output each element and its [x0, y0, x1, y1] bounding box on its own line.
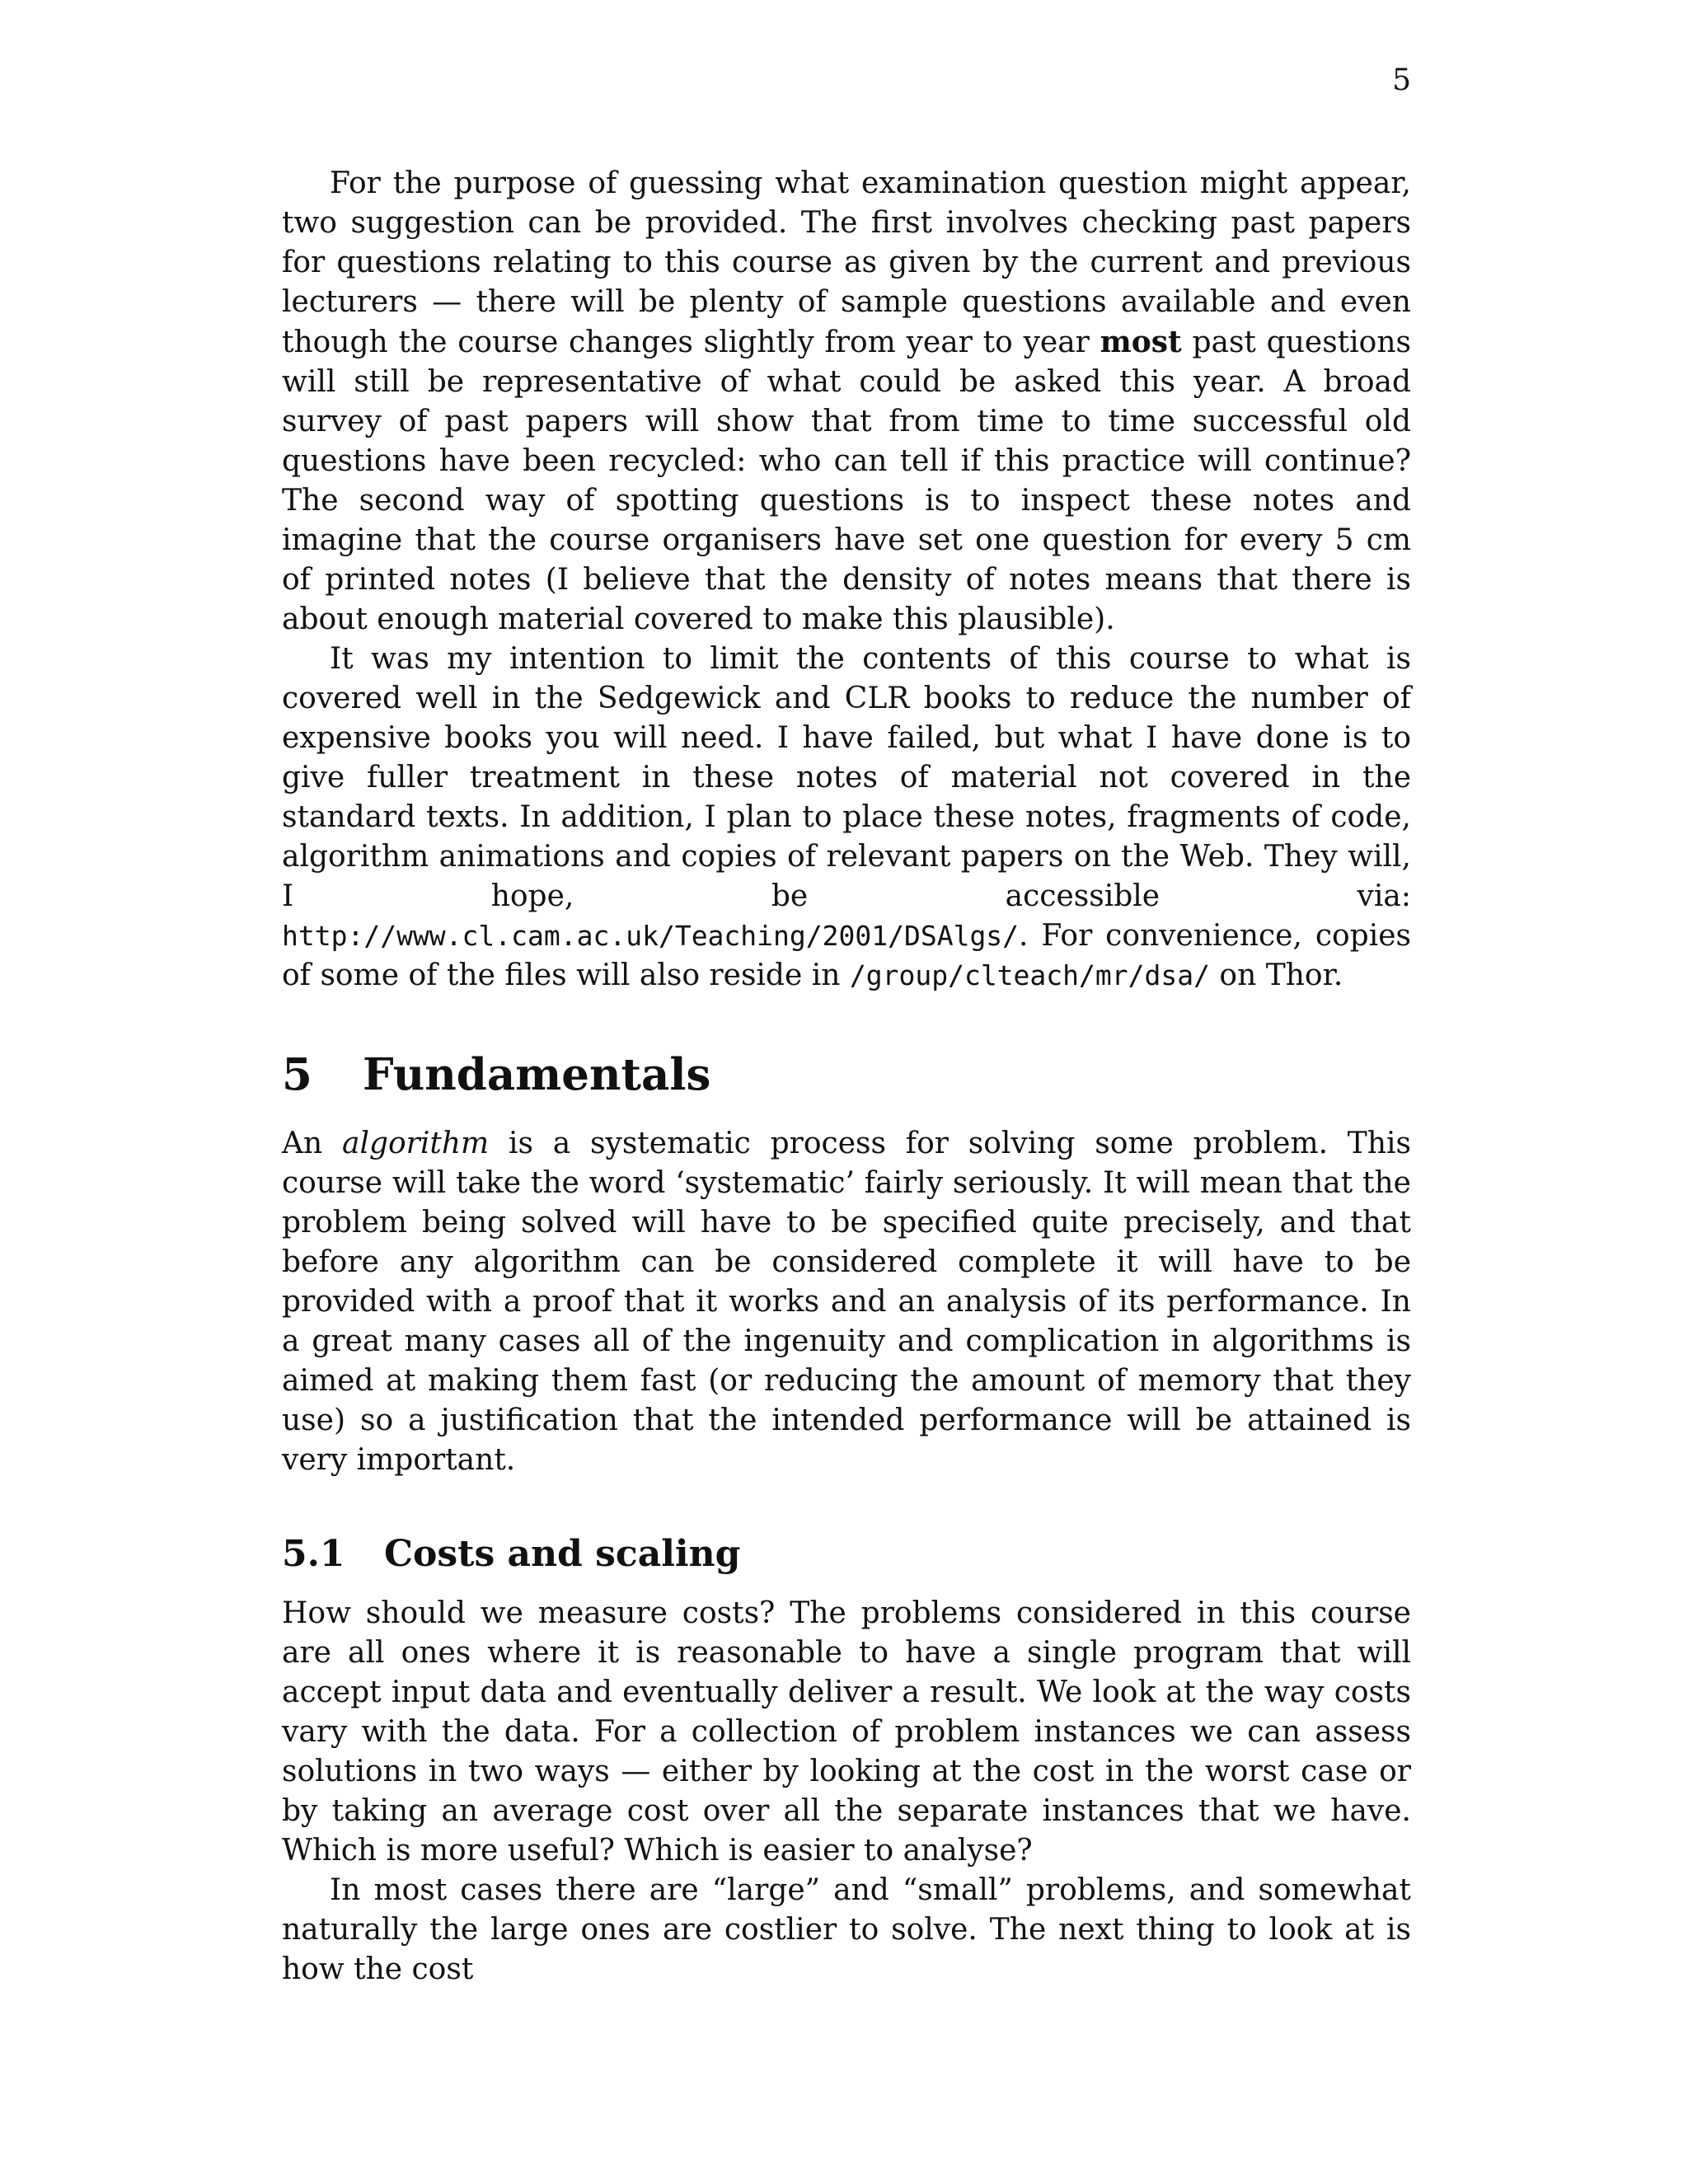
paragraph-text: For the purpose of guessing what examination question might appear, two suggestion can be provided. The first involves checking past papers for questions relating to this course as given by the current and previous lecturers — there will be plenty of sample questions available and even though the course changes slightly from year to year	[282, 166, 1411, 359]
file-path: /group/clteach/mr/dsa/	[849, 959, 1210, 991]
paragraph-text: It was my intention to limit the contents of this course to what is covered well in the Sedgewick and CLR books to reduce the number of expensive books you will need. I have failed, but what I have done is to give fuller treatment in these notes of material not covered in the standard texts. In addition, I plan to place these notes, fragments of code, algorithm animations and copies of relevant papers on the Web. They will, I hope, be accessible via:	[282, 642, 1411, 913]
section-number: 5	[282, 1049, 312, 1100]
paragraph-text: on Thor.	[1209, 958, 1343, 992]
exam-guessing-paragraph	[282, 164, 1411, 640]
subsection-number: 5.1	[282, 1533, 345, 1575]
problem-size-paragraph: In most cases there are “large” and “small” problems, and somewhat naturally the large ones are costlier to solve. The next thing to look at is how the cost	[282, 1873, 1411, 1986]
paragraph-text: past questions will still be representative of what could be asked this year. A broad survey of past papers will show that from time to time successful old questions have been recycled: who can tell if this practice will continue? The second way of spotting questions is to inspect these notes and imagine that the course organisers have set one question for every 5 cm of printed notes (I believe that the density of notes means that there is about enough material covered to make this plausible).	[282, 326, 1411, 636]
paragraph-text: is a systematic process for solving some problem. This course will take the word ‘systematic’ fairly seriously. It will mean that the problem being solved will have to be specified quite precisely, and that before any algorithm can be considered complete it will have to be provided with a proof that it works and an analysis of its performance. In a great many cases all of the ingenuity and complication in algorithms is aimed at making them fast (or reducing the amount of memory that they use) so a justification that the intended performance will be attained is very important.	[282, 1127, 1411, 1477]
paragraph-text: An	[282, 1127, 342, 1160]
section-heading	[282, 1050, 1411, 1099]
paragraph-text: . For convenience, copies of some of the files will also reside in	[282, 919, 1411, 992]
bold-emphasis: most	[1100, 325, 1182, 359]
page-body	[282, 164, 1411, 1990]
page-number: 5	[1392, 63, 1411, 97]
course-contents-paragraph	[282, 640, 1411, 996]
costs-paragraph: How should we measure costs? The problems considered in this course are all ones where it is reasonable to have a single program that will accept input data and eventually deliver a result. We look at the way costs vary with the data. For a collection of problem instances we can assess solutions in two ways — either by looking at the cost in the worst case or by taking an average cost over all the separate instances that we have. Which is more useful? Which is easier to analyse?	[282, 1596, 1411, 1868]
algorithm-definition-paragraph	[282, 1124, 1411, 1480]
italic-term: algorithm	[341, 1127, 490, 1160]
subsection-title: Costs and scaling	[384, 1533, 741, 1575]
subsection-heading	[282, 1533, 1411, 1576]
course-url: http://www.cl.cam.ac.uk/Teaching/2001/DSAlgs/	[282, 920, 1020, 952]
section-title: Fundamentals	[363, 1049, 711, 1100]
